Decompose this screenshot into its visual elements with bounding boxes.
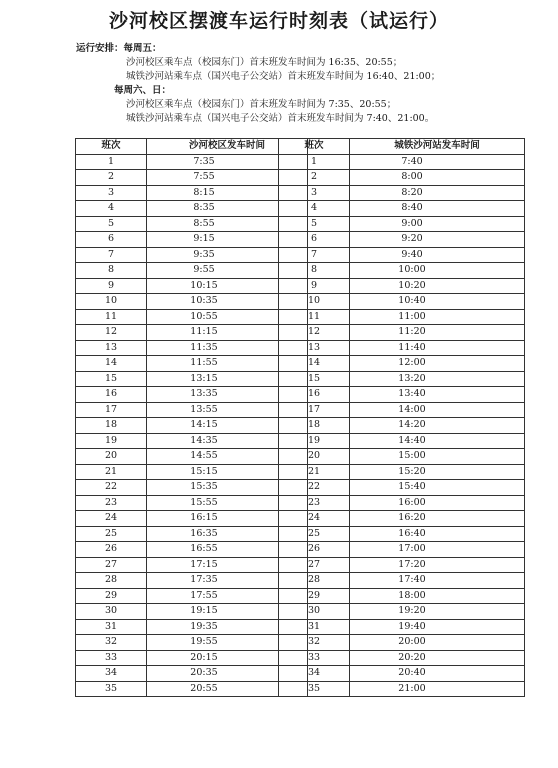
run-number-cell: 22 [76, 480, 147, 496]
table-row [76, 542, 308, 558]
table-row [279, 309, 525, 325]
header-run-number: 班次 [76, 139, 147, 155]
weekend-line-1: 沙河校区乘车点（校园东门）首末班发车时间为 7:35、20:55； [126, 99, 397, 110]
departure-time-cell: 17:55 [147, 588, 308, 604]
run-number-cell: 34 [76, 666, 147, 682]
table-row [279, 340, 525, 356]
run-number-cell: 32 [76, 635, 147, 651]
run-number-cell: 13 [279, 340, 350, 356]
departure-time-cell: 7:35 [147, 154, 308, 170]
departure-time-cell: 17:15 [147, 557, 308, 573]
table-row [279, 573, 525, 589]
table-row [76, 294, 308, 310]
table-row [279, 666, 525, 682]
run-number-cell: 25 [76, 526, 147, 542]
table-row [279, 681, 525, 697]
departure-time-cell: 15:40 [350, 480, 525, 496]
weekend-line-2: 城铁沙河站乘车点（国兴电子公交站）首末班发车时间为 7:40、21:00。 [126, 113, 435, 124]
run-number-cell: 3 [279, 185, 350, 201]
table-row [279, 588, 525, 604]
run-number-cell: 31 [76, 619, 147, 635]
table-row [279, 650, 525, 666]
table-row [76, 433, 308, 449]
schedule-notice [76, 42, 440, 126]
run-number-cell: 28 [76, 573, 147, 589]
departure-time-cell: 8:40 [350, 201, 525, 217]
run-number-cell: 28 [279, 573, 350, 589]
table-row [279, 402, 525, 418]
run-number-cell: 22 [279, 480, 350, 496]
run-number-cell: 5 [279, 216, 350, 232]
run-number-cell: 33 [279, 650, 350, 666]
departure-time-cell: 20:55 [147, 681, 308, 697]
departure-time-cell: 15:20 [350, 464, 525, 480]
page-title: 沙河校区摆渡车运行时刻表（试运行） [108, 10, 449, 32]
departure-time-cell: 19:55 [147, 635, 308, 651]
run-number-cell: 21 [279, 464, 350, 480]
departure-time-cell: 21:00 [350, 681, 525, 697]
run-number-cell: 17 [76, 402, 147, 418]
run-number-cell: 33 [76, 650, 147, 666]
table-row [76, 309, 308, 325]
departure-time-cell: 8:15 [147, 185, 308, 201]
table-row [76, 573, 308, 589]
table-row [279, 511, 525, 527]
departure-time-cell: 9:40 [350, 247, 525, 263]
table-row [279, 480, 525, 496]
run-number-cell: 23 [76, 495, 147, 511]
run-number-cell: 6 [279, 232, 350, 248]
weekday-heading: 每周五： [123, 43, 162, 54]
run-number-cell: 19 [279, 433, 350, 449]
departure-time-cell: 20:20 [350, 650, 525, 666]
departure-time-cell: 11:55 [147, 356, 308, 372]
run-number-cell: 4 [279, 201, 350, 217]
table-row [279, 325, 525, 341]
table-row [76, 557, 308, 573]
table-row [279, 387, 525, 403]
departure-time-cell: 10:55 [147, 309, 308, 325]
departure-time-cell: 8:20 [350, 185, 525, 201]
table-row [76, 201, 308, 217]
departure-time-cell: 11:20 [350, 325, 525, 341]
table-row [76, 511, 308, 527]
departure-time-cell: 15:15 [147, 464, 308, 480]
table-row [76, 604, 308, 620]
departure-time-cell: 14:40 [350, 433, 525, 449]
table-row [76, 356, 308, 372]
table-row [76, 681, 308, 697]
departure-time-cell: 19:35 [147, 619, 308, 635]
departure-time-cell: 15:55 [147, 495, 308, 511]
table-row [279, 185, 525, 201]
departure-time-cell: 17:20 [350, 557, 525, 573]
table-row [76, 418, 308, 434]
table-row [76, 666, 308, 682]
table-row [279, 371, 525, 387]
departure-time-cell: 13:15 [147, 371, 308, 387]
run-number-cell: 34 [279, 666, 350, 682]
departure-time-cell: 19:20 [350, 604, 525, 620]
run-number-cell: 16 [279, 387, 350, 403]
table-row [76, 340, 308, 356]
table-row [76, 263, 308, 279]
run-number-cell: 29 [279, 588, 350, 604]
departure-time-cell: 10:15 [147, 278, 308, 294]
departure-time-cell: 11:00 [350, 309, 525, 325]
table-row [76, 216, 308, 232]
run-number-cell: 9 [279, 278, 350, 294]
run-number-cell: 2 [76, 170, 147, 186]
run-number-cell: 24 [279, 511, 350, 527]
weekday-line-1: 沙河校区乘车点（校园东门）首末班发车时间为 16:35、20:55； [126, 57, 403, 68]
departure-time-cell: 20:15 [147, 650, 308, 666]
run-number-cell: 30 [279, 604, 350, 620]
table-row [76, 464, 308, 480]
departure-time-cell: 8:55 [147, 216, 308, 232]
table-row [279, 526, 525, 542]
run-number-cell: 8 [279, 263, 350, 279]
departure-time-cell: 16:15 [147, 511, 308, 527]
table-row [76, 588, 308, 604]
table-row [76, 371, 308, 387]
run-number-cell: 25 [279, 526, 350, 542]
run-number-cell: 12 [76, 325, 147, 341]
departure-time-cell: 13:40 [350, 387, 525, 403]
departure-time-cell: 11:40 [350, 340, 525, 356]
table-row [279, 464, 525, 480]
header-run-number: 班次 [279, 139, 350, 155]
weekday-line-2: 城铁沙河站乘车点（国兴电子公交站）首末班发车时间为 16:40、21:00； [126, 71, 441, 82]
run-number-cell: 35 [279, 681, 350, 697]
run-number-cell: 11 [279, 309, 350, 325]
table-row [76, 402, 308, 418]
run-number-cell: 8 [76, 263, 147, 279]
departure-time-cell: 15:00 [350, 449, 525, 465]
shahe-campus-timetable [75, 138, 308, 697]
run-number-cell: 18 [279, 418, 350, 434]
table-row [279, 418, 525, 434]
table-row [279, 216, 525, 232]
table-row [76, 480, 308, 496]
departure-time-cell: 9:35 [147, 247, 308, 263]
header-departure-time: 沙河校区发车时间 [147, 139, 308, 155]
run-number-cell: 26 [76, 542, 147, 558]
run-number-cell: 2 [279, 170, 350, 186]
run-number-cell: 4 [76, 201, 147, 217]
table-row [279, 449, 525, 465]
table-row [279, 154, 525, 170]
departure-time-cell: 16:20 [350, 511, 525, 527]
departure-time-cell: 11:35 [147, 340, 308, 356]
departure-time-cell: 9:55 [147, 263, 308, 279]
run-number-cell: 12 [279, 325, 350, 341]
departure-time-cell: 7:40 [350, 154, 525, 170]
run-number-cell: 20 [279, 449, 350, 465]
run-number-cell: 15 [76, 371, 147, 387]
run-number-cell: 1 [76, 154, 147, 170]
run-number-cell: 20 [76, 449, 147, 465]
run-number-cell: 1 [279, 154, 350, 170]
run-number-cell: 11 [76, 309, 147, 325]
weekend-heading: 每周六、日： [114, 85, 172, 96]
departure-time-cell: 20:35 [147, 666, 308, 682]
departure-time-cell: 10:40 [350, 294, 525, 310]
table-row [279, 294, 525, 310]
departure-time-cell: 14:20 [350, 418, 525, 434]
table-row [76, 154, 308, 170]
run-number-cell: 18 [76, 418, 147, 434]
table-row [76, 635, 308, 651]
table-row [76, 278, 308, 294]
table-header-row [279, 139, 525, 155]
table-row [76, 495, 308, 511]
departure-time-cell: 13:55 [147, 402, 308, 418]
departure-time-cell: 10:35 [147, 294, 308, 310]
table-row [279, 232, 525, 248]
table-row [76, 619, 308, 635]
departure-time-cell: 10:00 [350, 263, 525, 279]
departure-time-cell: 10:20 [350, 278, 525, 294]
table-row [76, 526, 308, 542]
run-number-cell: 10 [279, 294, 350, 310]
table-row [279, 201, 525, 217]
run-number-cell: 35 [76, 681, 147, 697]
table-row [76, 185, 308, 201]
run-number-cell: 5 [76, 216, 147, 232]
run-number-cell: 32 [279, 635, 350, 651]
departure-time-cell: 14:55 [147, 449, 308, 465]
run-number-cell: 3 [76, 185, 147, 201]
run-number-cell: 21 [76, 464, 147, 480]
run-number-cell: 13 [76, 340, 147, 356]
run-number-cell: 15 [279, 371, 350, 387]
departure-time-cell: 17:00 [350, 542, 525, 558]
shahe-station-timetable [278, 138, 525, 697]
run-number-cell: 14 [279, 356, 350, 372]
departure-time-cell: 14:35 [147, 433, 308, 449]
departure-time-cell: 18:00 [350, 588, 525, 604]
table-row [76, 232, 308, 248]
departure-time-cell: 14:00 [350, 402, 525, 418]
table-header-row [76, 139, 308, 155]
run-number-cell: 26 [279, 542, 350, 558]
departure-time-cell: 13:35 [147, 387, 308, 403]
table-row [76, 449, 308, 465]
run-number-cell: 19 [76, 433, 147, 449]
table-row [279, 433, 525, 449]
run-number-cell: 9 [76, 278, 147, 294]
run-number-cell: 6 [76, 232, 147, 248]
table-row [279, 495, 525, 511]
departure-time-cell: 7:55 [147, 170, 308, 186]
table-row [76, 325, 308, 341]
run-number-cell: 7 [279, 247, 350, 263]
table-row [279, 619, 525, 635]
run-number-cell: 30 [76, 604, 147, 620]
table-row [279, 263, 525, 279]
departure-time-cell: 15:35 [147, 480, 308, 496]
table-row [76, 387, 308, 403]
run-number-cell: 16 [76, 387, 147, 403]
departure-time-cell: 14:15 [147, 418, 308, 434]
departure-time-cell: 17:40 [350, 573, 525, 589]
run-number-cell: 23 [279, 495, 350, 511]
departure-time-cell: 8:00 [350, 170, 525, 186]
run-number-cell: 10 [76, 294, 147, 310]
table-row [279, 278, 525, 294]
departure-time-cell: 17:35 [147, 573, 308, 589]
run-number-cell: 27 [76, 557, 147, 573]
departure-time-cell: 20:40 [350, 666, 525, 682]
departure-time-cell: 13:20 [350, 371, 525, 387]
table-row [279, 635, 525, 651]
departure-time-cell: 16:40 [350, 526, 525, 542]
run-number-cell: 29 [76, 588, 147, 604]
departure-time-cell: 16:55 [147, 542, 308, 558]
table-row [279, 247, 525, 263]
departure-time-cell: 20:00 [350, 635, 525, 651]
departure-time-cell: 9:15 [147, 232, 308, 248]
departure-time-cell: 16:35 [147, 526, 308, 542]
table-row [279, 604, 525, 620]
table-row [279, 542, 525, 558]
departure-time-cell: 9:00 [350, 216, 525, 232]
run-number-cell: 24 [76, 511, 147, 527]
departure-time-cell: 8:35 [147, 201, 308, 217]
run-number-cell: 7 [76, 247, 147, 263]
table-row [76, 170, 308, 186]
departure-time-cell: 11:15 [147, 325, 308, 341]
schedule-label: 运行安排： [76, 43, 124, 54]
table-row [279, 170, 525, 186]
run-number-cell: 31 [279, 619, 350, 635]
header-departure-time: 城铁沙河站发车时间 [350, 139, 525, 155]
table-row [76, 650, 308, 666]
table-row [76, 247, 308, 263]
departure-time-cell: 12:00 [350, 356, 525, 372]
run-number-cell: 14 [76, 356, 147, 372]
run-number-cell: 17 [279, 402, 350, 418]
table-row [279, 557, 525, 573]
departure-time-cell: 16:00 [350, 495, 525, 511]
departure-time-cell: 19:15 [147, 604, 308, 620]
table-row [279, 356, 525, 372]
run-number-cell: 27 [279, 557, 350, 573]
departure-time-cell: 19:40 [350, 619, 525, 635]
departure-time-cell: 9:20 [350, 232, 525, 248]
